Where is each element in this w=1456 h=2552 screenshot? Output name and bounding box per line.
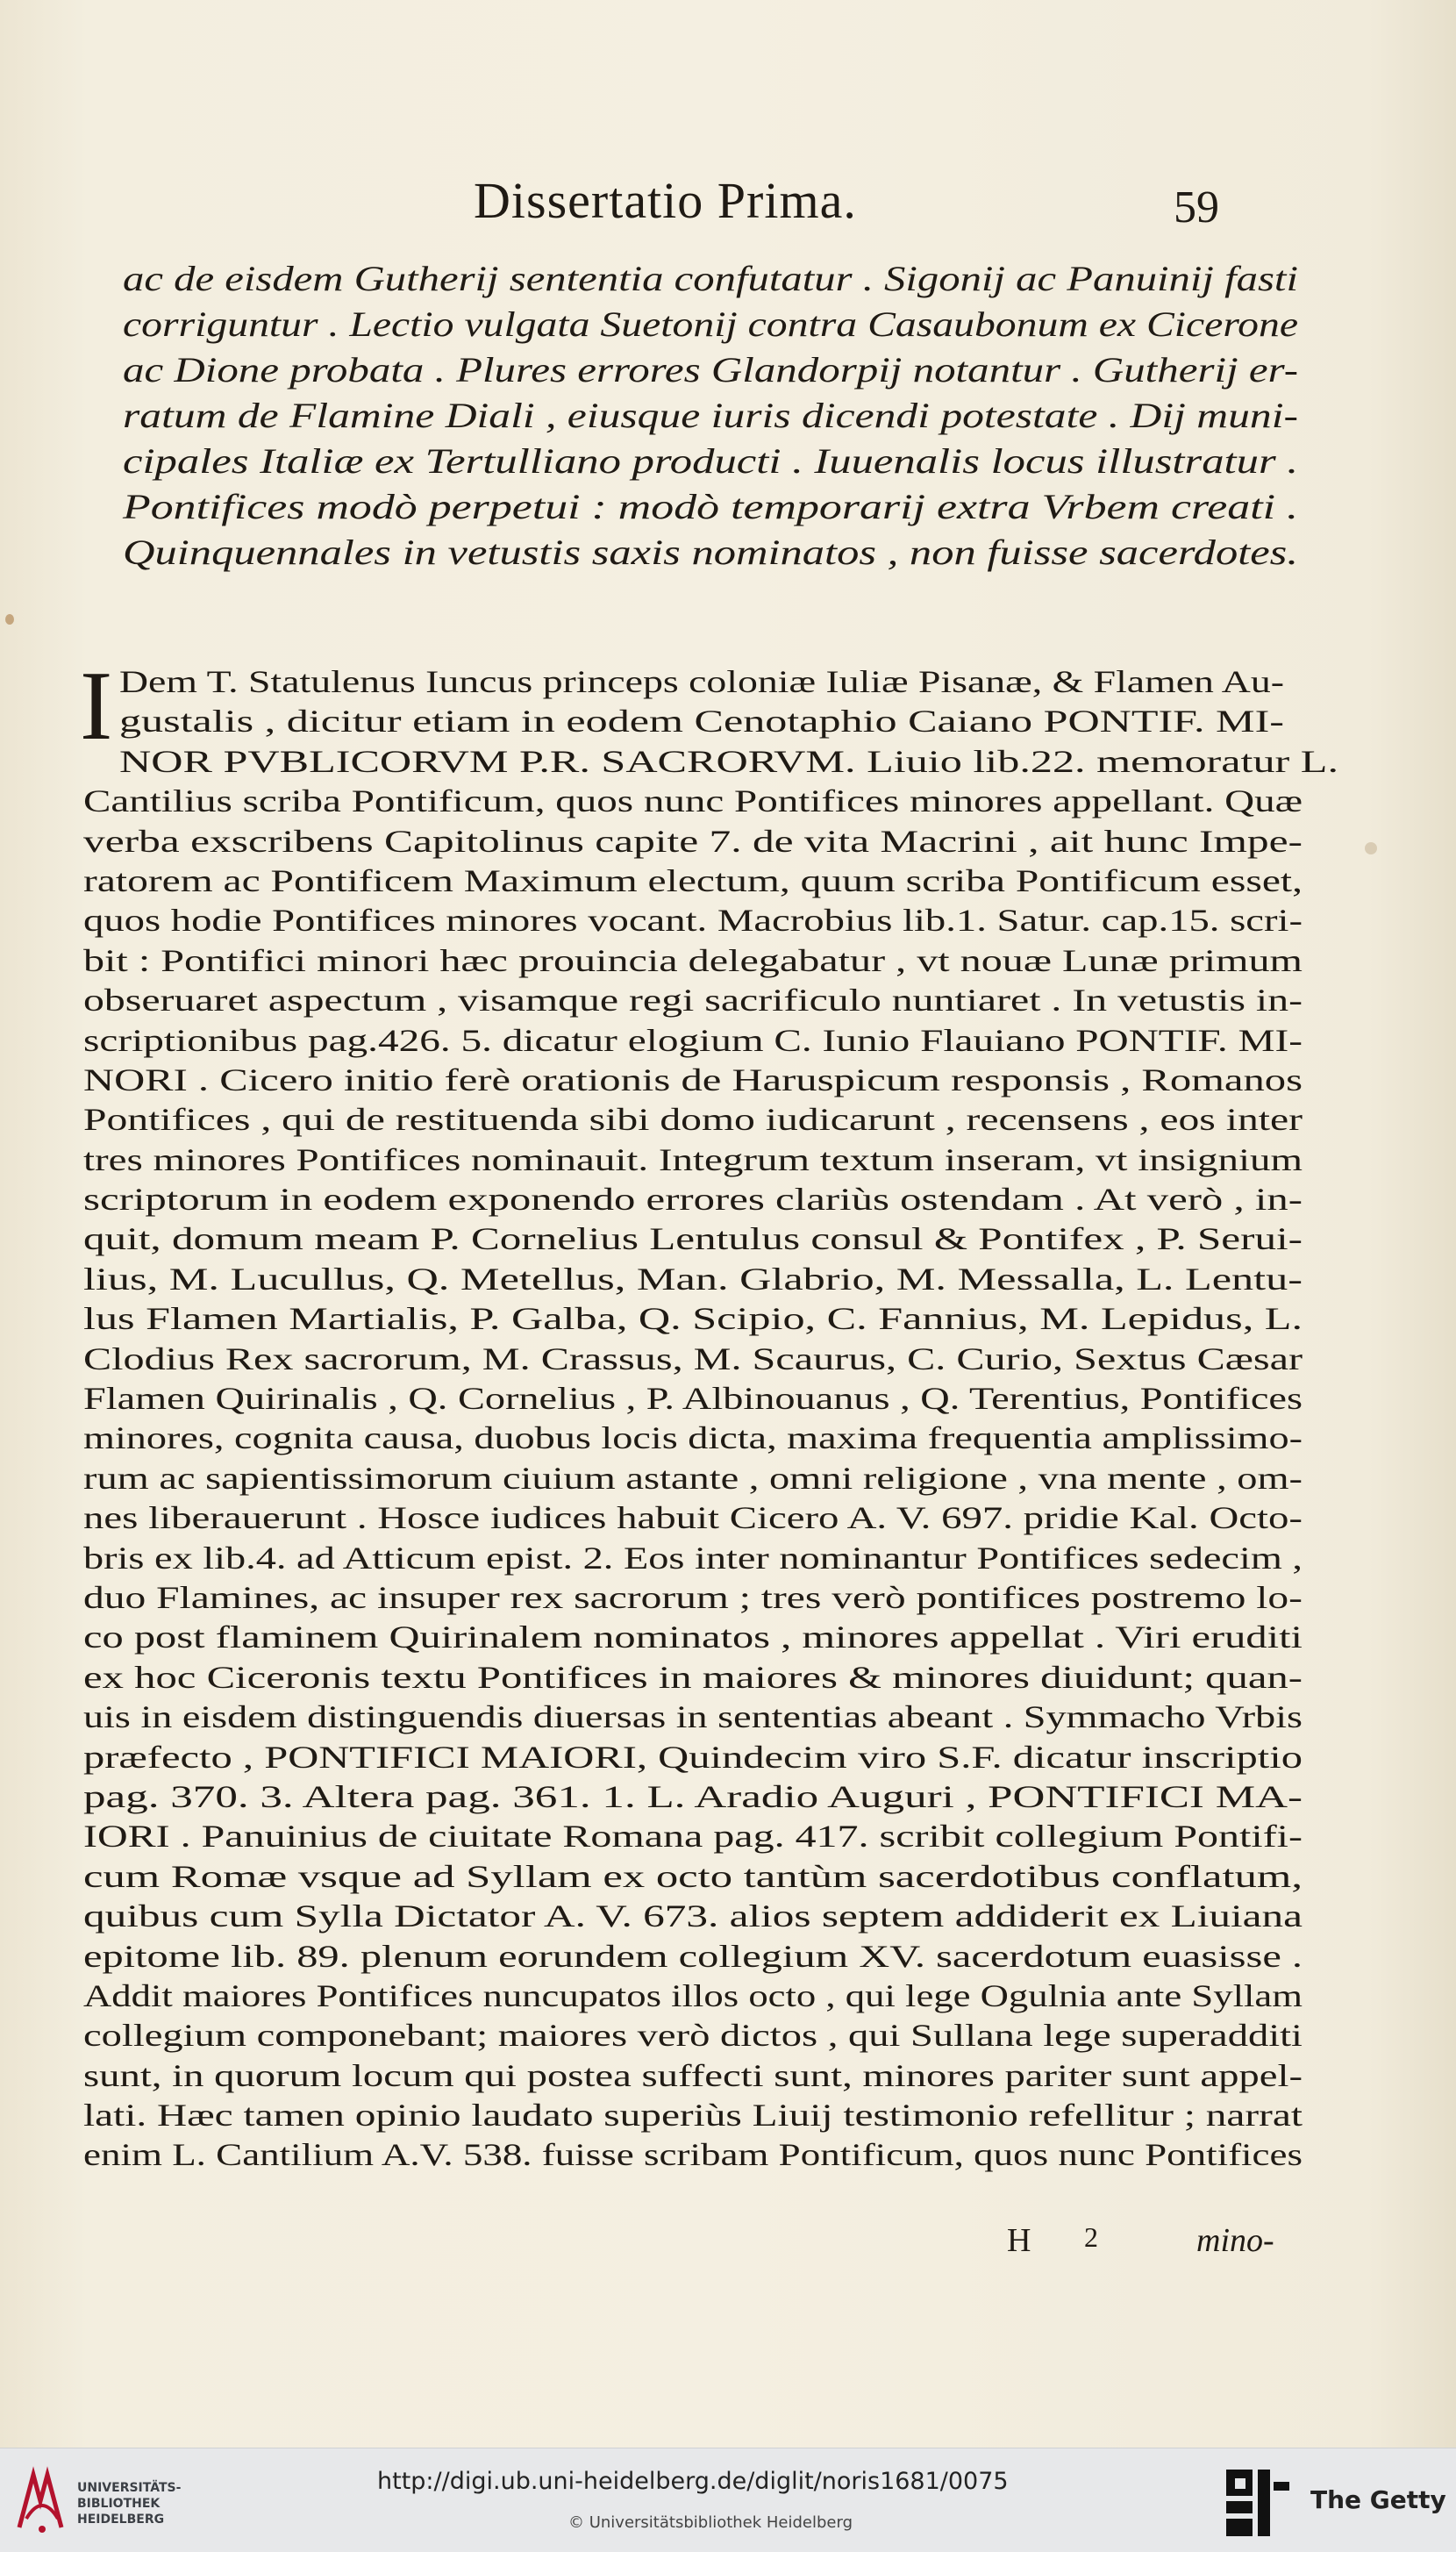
body-line: ex hoc Ciceronis textu Pontifices in maiores & minores diuidunt; quan-: [83, 1659, 1303, 1695]
page-footer-marks: [0, 2221, 1456, 2265]
summary-line: ac de eisdem Gutherij sententia confutatur . Sigonij ac Panuinij fasti: [123, 259, 1298, 298]
summary-line: corriguntur . Lectio vulgata Suetonij contra Casaubonum ex Cicerone: [123, 304, 1298, 344]
body-line: Flamen Quirinalis , Q. Cornelius , P. Albinouanus , Q. Terentius, Pontifices: [83, 1381, 1303, 1417]
body-line: IORI . Panuinius de ciuitate Romana pag. 417. scribit collegium Pontifi-: [83, 1819, 1303, 1855]
body-line: duo Flamines, ac insuper rex sacrorum ; tres verò pontifices postremo lo-: [83, 1579, 1303, 1615]
body-text: [80, 652, 1339, 2176]
body-line: NORI . Cicero initio ferè orationis de Haruspicum responsis , Romanos: [83, 1062, 1303, 1097]
body-line: sunt, in quorum locum qui postea suffecti sunt, minores pariter sunt appel-: [83, 2057, 1303, 2093]
library-name-line: BIBLIOTHEK: [77, 2497, 161, 2511]
signature-number: 2: [1084, 2221, 1098, 2253]
signature-mark: H: [1007, 2222, 1031, 2259]
page-header: [0, 171, 1456, 241]
body-line: lus Flamen Martialis, P. Galba, Q. Scipio, C. Fannius, M. Lepidus, L.: [83, 1301, 1303, 1337]
body-line: scriptionibus pag.426. 5. dicatur elogium C. Iunio Flauiano PONTIF. MI-: [83, 1022, 1303, 1058]
body-line: Pontifices , qui de restituenda sibi domo iudicarunt , recensens , eos inter: [83, 1102, 1303, 1138]
body-line: scriptorum in eodem exponendo errores clariùs ostendam . At verò , in-: [83, 1182, 1303, 1218]
body-line: minores, cognita causa, duobus locis dicta, maxima frequentia amplissimo-: [83, 1420, 1303, 1456]
permalink-url[interactable]: http://digi.ub.uni-heidelberg.de/diglit/noris1681/0075: [377, 2468, 1009, 2495]
body-line: pag. 370. 3. Altera pag. 361. 1. L. Aradio Auguri , PONTIFICI MA-: [83, 1778, 1303, 1814]
page-number: 59: [1174, 182, 1219, 232]
library-name-line: UNIVERSITÄTS-: [77, 2481, 182, 2495]
heidelberg-logo[interactable]: [14, 2463, 189, 2541]
catchword: mino-: [1196, 2222, 1274, 2259]
summary-line: ac Dione probata . Plures errores Glandorpij notantur . Gutherij er-: [123, 350, 1298, 390]
getty-logo-icon: [1223, 2466, 1293, 2540]
copyright-notice: © Universitätsbibliothek Heidelberg: [568, 2513, 853, 2532]
body-line: gustalis , dicitur etiam in eodem Cenotaphio Caiano PONTIF. MI-: [119, 704, 1285, 740]
viewer-footer: [0, 2448, 1456, 2552]
body-line: nes liberauerunt . Hosce iudices habuit Cicero A. V. 697. pridie Kal. Octo-: [83, 1500, 1303, 1536]
summary-line: Quinquennales in vetustis saxis nominatos , non fuisse sacerdotes.: [123, 533, 1298, 572]
body-line: Addit maiores Pontifices nuncupatos illos octo , qui lege Ogulnia ante Syllam: [83, 1977, 1303, 2013]
body-line: uis in eisdem distinguendis diuersas in sententias abeant . Symmacho Vrbis: [83, 1699, 1303, 1735]
body-line: NOR PVBLICORVM P.R. SACRORVM. Liuio lib.22. memoratur L.: [119, 743, 1339, 779]
body-line: cum Romæ vsque ad Syllam ex octo tantùm sacerdotibus conflatum,: [83, 1858, 1303, 1894]
body-line: quit, domum meam P. Cornelius Lentulus consul & Pontifex , P. Serui-: [83, 1221, 1303, 1257]
body-line: quos hodie Pontifices minores vocant. Macrobius lib.1. Satur. cap.15. scri-: [83, 903, 1303, 939]
body-line: collegium componebant; maiores verò dictos , qui Sullana lege superadditi: [83, 2018, 1303, 2054]
summary-line: ratum de Flamine Diali , eiusque iuris dicendi potestate . Dij muni-: [123, 396, 1298, 435]
body-line: Dem T. Statulenus Iuncus princeps coloniæ Iuliæ Pisanæ, & Flamen Au-: [119, 664, 1285, 699]
body-line: bit : Pontifici minori hæc prouincia delegabatur , vt nouæ Lunæ primum: [83, 942, 1303, 978]
body-line: enim L. Cantilium A.V. 538. fuisse scribam Pontificum, quos nunc Pontifices: [83, 2137, 1303, 2173]
drop-cap-initial: I: [80, 652, 113, 761]
body-line: co post flaminem Quirinalem nominatos , minores appellat . Viri eruditi: [83, 1619, 1303, 1655]
partner-name: The Getty: [1310, 2485, 1446, 2514]
body-line: bris ex lib.4. ad Atticum epist. 2. Eos inter nominantur Pontifices sedecim ,: [83, 1540, 1303, 1576]
body-line: Cantilius scriba Pontificum, quos nunc Pontifices minores appellant. Quæ: [83, 783, 1303, 819]
body-line: lati. Hæc tamen opinio laudato superiùs Liuij testimonio refellitur ; narrat: [83, 2098, 1303, 2134]
body-line: obseruaret aspectum , visamque regi sacrificulo nuntiaret . In vetustis in-: [83, 983, 1303, 1019]
heidelberg-logo-icon: [14, 2466, 70, 2536]
body-line: ratorem ac Pontificem Maximum electum, quum scriba Pontificum esset,: [83, 862, 1303, 898]
body-line: Clodius Rex sacrorum, M. Crassus, M. Scaurus, C. Curio, Sextus Cæsar: [83, 1340, 1303, 1376]
body-line: præfecto , PONTIFICI MAIORI, Quindecim viro S.F. dicatur inscriptio: [83, 1739, 1303, 1775]
summary-line: Pontifices modò perpetui : modò temporarij extra Vrbem creati .: [123, 487, 1298, 526]
body-line: tres minores Pontifices nominauit. Integrum textum inseram, vt insignium: [83, 1141, 1303, 1177]
chapter-summary: [123, 256, 1298, 575]
body-line: rum ac sapientissimorum ciuium astante , omni religione , vna mente , om-: [83, 1460, 1303, 1496]
running-title: Dissertatio Prima.: [474, 172, 857, 229]
library-name-line: HEIDELBERG: [77, 2513, 165, 2527]
body-line: quibus cum Sylla Dictator A. V. 673. alios septem addiderit ex Liuiana: [83, 1898, 1303, 1934]
body-line: lius, M. Lucullus, Q. Metellus, Man. Glabrio, M. Messalla, L. Lentu-: [83, 1261, 1303, 1297]
getty-logo[interactable]: [1223, 2466, 1293, 2540]
summary-line: cipales Italiæ ex Tertulliano producti . Iuuenalis locus illustratur .: [123, 441, 1298, 481]
body-line: verba exscribens Capitolinus capite 7. de vita Macrini , ait hunc Impe-: [83, 823, 1303, 859]
body-line: epitome lib. 89. plenum eorundem collegium XV. sacerdotum euasisse .: [83, 1938, 1303, 1974]
